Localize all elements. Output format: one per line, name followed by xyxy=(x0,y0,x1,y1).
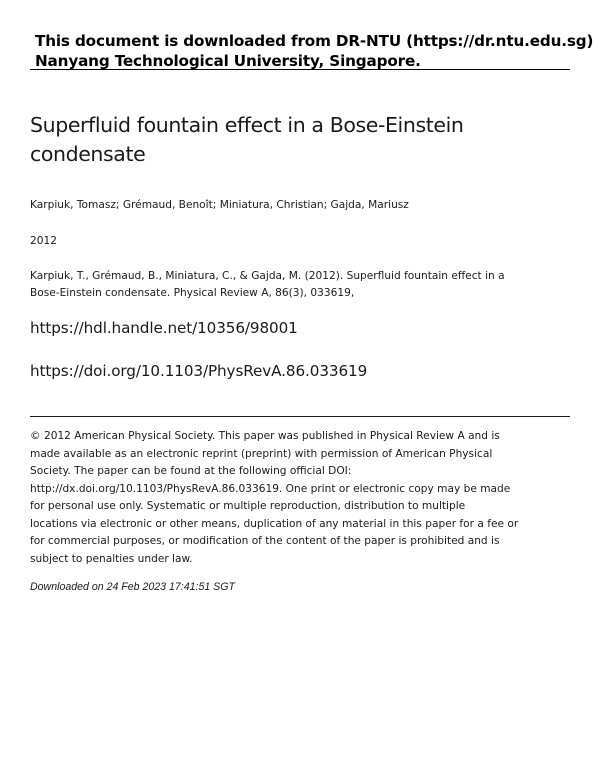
paper-title-line-1: Superfluid fountain effect in a Bose-Einstein xyxy=(30,113,464,137)
copyright-notice xyxy=(30,428,519,568)
citation-block xyxy=(30,268,505,302)
copyright-line: http://dx.doi.org/10.1103/PhysRevA.86.033619. One print or electronic copy may be made xyxy=(30,482,511,495)
copyright-line: subject to penalties under law. xyxy=(30,552,193,565)
section-divider xyxy=(30,416,570,417)
copyright-line: for commercial purposes, or modification of the content of the paper is prohibited and is xyxy=(30,535,500,547)
repository-header-line-1: This document is downloaded from DR-NTU (https://dr.ntu.edu.sg) xyxy=(35,32,594,50)
paper-authors: Karpiuk, Tomasz; Grémaud, Benoît; Miniatura, Christian; Gajda, Mariusz xyxy=(30,199,409,211)
repository-header-line-2: Nanyang Technological University, Singapore. xyxy=(35,52,421,70)
copyright-line: Society. The paper can be found at the following official DOI: xyxy=(30,465,352,477)
publication-year: 2012 xyxy=(30,235,57,247)
doi-link[interactable]: https://doi.org/10.1103/PhysRevA.86.033619 xyxy=(30,362,368,380)
paper-title-line-2: condensate xyxy=(30,142,146,166)
paper-title xyxy=(30,111,550,169)
copyright-line: © 2012 American Physical Society. This paper was published in Physical Review A and is xyxy=(30,430,500,442)
citation-line-2: Bose-Einstein condensate. Physical Review A, 86(3), 033619, xyxy=(30,287,355,299)
copyright-line: locations via electronic or other means, duplication of any material in this paper for a fee or xyxy=(30,517,519,530)
handle-link[interactable]: https://hdl.handle.net/10356/98001 xyxy=(30,319,298,337)
header-divider xyxy=(30,69,570,70)
repository-header xyxy=(35,31,594,71)
download-timestamp: Downloaded on 24 Feb 2023 17:41:51 SGT xyxy=(30,581,235,593)
citation-line-1: Karpiuk, T., Grémaud, B., Miniatura, C., & Gajda, M. (2012). Superfluid fountain effect in a xyxy=(30,270,505,282)
copyright-line: for personal use only. Systematic or multiple reproduction, distribution to multiple xyxy=(30,500,466,512)
copyright-line: made available as an electronic reprint (preprint) with permission of American Physical xyxy=(30,447,493,460)
